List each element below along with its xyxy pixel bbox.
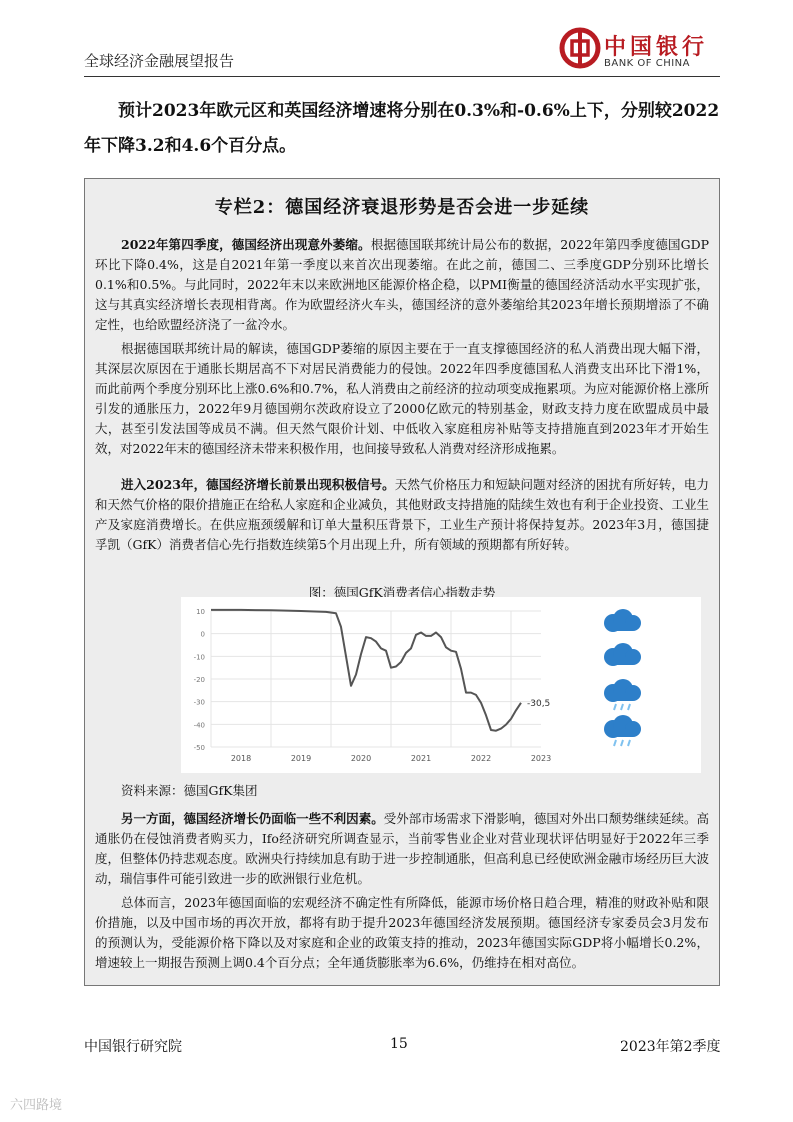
y-tick-label: -50 (193, 744, 205, 752)
y-tick-label: 0 (200, 630, 205, 639)
logo-en-text: BANK OF CHINA (604, 58, 690, 69)
y-tick-label: -20 (193, 676, 205, 684)
sun-cloud-icon (604, 609, 641, 632)
footer-quarter: 2023年第2季度 (620, 1039, 721, 1055)
header-divider (84, 76, 720, 77)
paragraph-2 (95, 339, 709, 459)
paragraph-1-body: 根据德国联邦统计局公布的数据，2022年第四季度德国GDP环比下降0.4%，这是自2021年第一季度以来首次出现萎缩。在此之前，德国二、三季度GDP分别环比增长0.1%和0.5%。与此同时，2022年末以来欧洲地区能源价格企稳，以PMI衡量的德国经济活动水平实现扩张，这与其真实经济增长表现相背离。作为欧盟经济火车头，德国经济的意外萎缩给其2023年增长预期增添了不确定性，也给欧盟经济浇了一盆冷水。 (95, 237, 710, 332)
cloud-icon (604, 643, 641, 666)
column-box (84, 178, 720, 986)
footer-institute: 中国银行研究院 (84, 1039, 182, 1055)
intro-paragraph (84, 94, 724, 164)
paragraph-2-body: 根据德国联邦统计局的解读，德国GDP萎缩的原因主要在于一直支撑德国经济的私人消费出现大幅下滑，其深层次原因在于通胀长期居高不下对居民消费能力的侵蚀。2022年四季度德国私人消费支出环比下滑1%，而此前两个季度分别环比上涨0.6%和0.7%，私人消费由之前经济的拉动项变成拖累项。为应对能源价格上涨所引发的通胀压力，2022年9月德国朔尔茨政府设立了2000亿欧元的特别基金，财政支持力度在欧盟成员中最大，甚至引发法国等成员不满。但天然气限价计划、中低收入家庭租房补贴等支持措施直到2023年才开始生效，对2022年末的德国经济未带来积极作用，也间接导致私人消费对经济形成拖累。 (95, 341, 709, 456)
x-tick-label: 2022 (470, 754, 492, 763)
paragraph-4-lead: 另一方面，德国经济增长仍面临一些不利因素。 (121, 811, 384, 826)
paragraph-3-body: 天然气价格压力和短缺问题对经济的困扰有所好转，电力和天然气价格的限价措施正在给私人家庭和企业减负，其他财政支持措施的陆续生效也有利于企业投资、工业生产及家庭消费增长。在供应瓶颈缓解和订单大量积压背景下，工业生产预计将保持复苏。2023年3月，德国捷孚凯（GfK）消费者信心先行指数连续第5个月出现上升，所有领域的预期都有所好转。 (95, 477, 709, 552)
x-tick-label: 2023 (530, 754, 552, 763)
end-value-label: -30,5 (527, 698, 551, 709)
x-tick-label: 2019 (290, 754, 312, 763)
paragraph-5 (95, 893, 709, 973)
report-title: 全球经济金融展望报告 (84, 52, 235, 70)
y-tick-label: -40 (193, 721, 205, 730)
x-tick-label: 2020 (350, 754, 372, 763)
y-tick-label: -30 (193, 698, 205, 707)
column-title: 专栏2：德国经济衰退形势是否会进一步延续 (214, 197, 590, 218)
paragraph-1-lead: 2022年第四季度，德国经济出现意外萎缩。 (121, 237, 371, 252)
y-tick-label: -10 (193, 653, 205, 662)
x-tick-label: 2018 (230, 754, 252, 763)
paragraph-3 (95, 475, 709, 555)
rain-cloud-icon (604, 679, 641, 710)
watermark: 六四路境 (10, 1098, 63, 1113)
logo-cn-text: 中国银行 (604, 35, 709, 60)
page-number: 15 (390, 1036, 408, 1052)
figure-source: 资料来源：德国GfK集团 (121, 783, 258, 798)
storm-cloud-icon (604, 715, 641, 746)
paragraph-4-body: 受外部市场需求下滑影响，德国对外出口颓势继续延续。高通胀仍在侵蚀消费者购买力，Ifo经济研究所调查显示，当前零售业企业对营业现状评估明显好于2022年三季度，但整体仍持悲观态度。欧洲央行持续加息有助于进一步控制通胀，但高利息已经使欧洲金融市场经历巨大波动，瑞信事件可能引致进一步的欧洲银行业危机。 (95, 811, 709, 886)
gfk-series-line (211, 610, 521, 731)
x-tick-label: 2021 (410, 754, 432, 763)
paragraph-1 (95, 235, 709, 335)
paragraph-3-lead: 进入2023年，德国经济增长前景出现积极信号。 (121, 477, 395, 492)
paragraph-5-body: 总体而言，2023年德国面临的宏观经济不确定性有所降低，能源市场价格日趋合理，精准的财政补贴和限价措施，以及中国市场的再次开放，都将有助于提升2023年德国经济发展预期。德国经济专家委员会3月发布的预测认为，受能源价格下降以及对家庭和企业的政策支持的推动，2023年德国实际GDP将小幅增长0.2%，增速较上一期报告预测上调0.4个百分点；全年通货膨胀率为6.6%，仍维持在相对高位。 (95, 895, 709, 970)
figure-title: 图：德国GfK消费者信心指数走势 (308, 585, 496, 600)
intro-text: 预计2023年欧元区和英国经济增速将分别在0.3%和-0.6%上下，分别较2022年下降3.2和4.6个百分点。 (84, 101, 720, 156)
y-tick-label: 10 (196, 608, 205, 616)
gfk-consumer-confidence-chart (181, 597, 701, 773)
paragraph-4 (95, 809, 709, 889)
